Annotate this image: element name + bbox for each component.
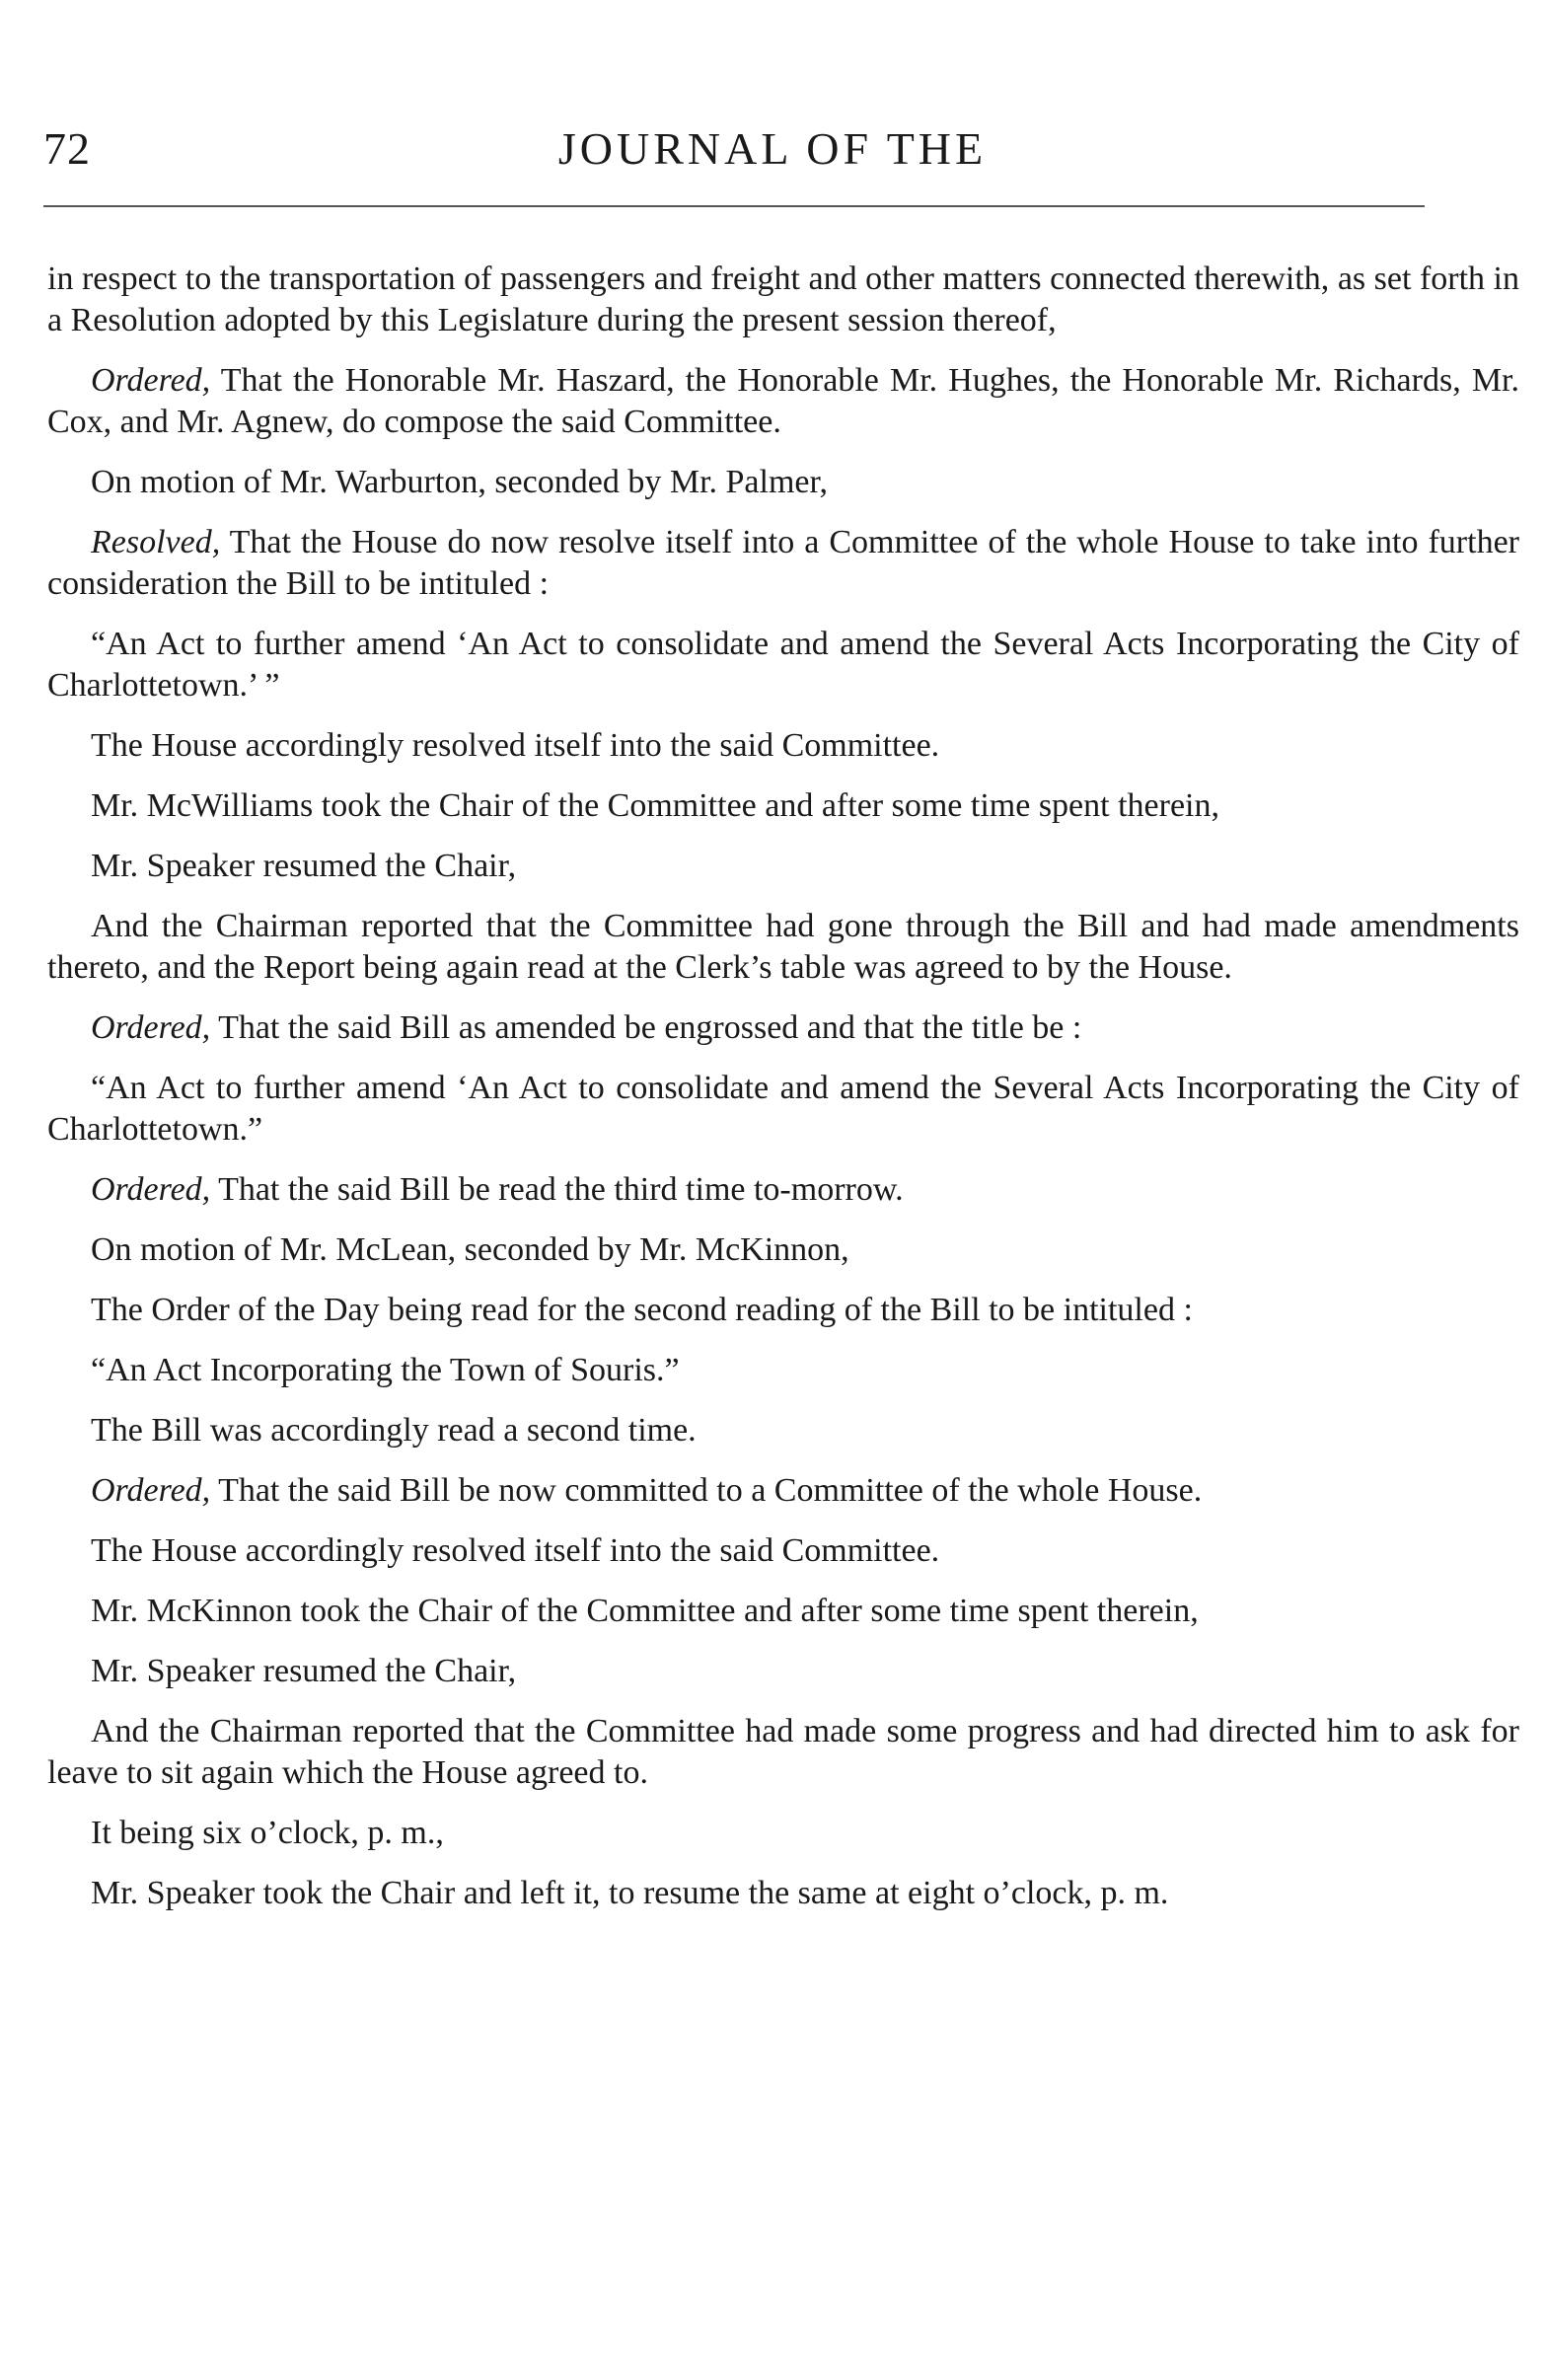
paragraph-lead: Ordered, — [91, 1472, 211, 1509]
paragraph-lead: Ordered, — [91, 362, 211, 399]
paragraph-text: That the said Bill be now committed to a Committee of the whole House. — [210, 1472, 1203, 1509]
paragraph-text: Mr. McWilliams took the Chair of the Committee and after some time spent therein, — [91, 787, 1219, 824]
paragraph — [47, 522, 1519, 605]
paragraph-text: That the Honorable Mr. Haszard, the Honorable Mr. Hughes, the Honorable Mr. Richards, Mr. Cox, and Mr. Agnew, do compose the said Committee. — [47, 362, 1519, 440]
page-header — [0, 122, 1545, 182]
paragraph-text: The House accordingly resolved itself into the said Committee. — [91, 1532, 940, 1569]
paragraph-text: “An Act to further amend ‘An Act to consolidate and amend the Several Acts Incorporating the City of Charlottetown.’ ” — [47, 626, 1519, 704]
paragraph-text: The Bill was accordingly read a second time. — [91, 1412, 697, 1449]
paragraph — [47, 1530, 1519, 1572]
paragraph — [47, 624, 1519, 707]
journal-body — [47, 259, 1519, 1933]
paragraph — [47, 1813, 1519, 1854]
paragraph-text: in respect to the transportation of passengers and freight and other matters connected therewith, as set forth in a Resolution adopted by this Legislature during the present session thereof, — [47, 260, 1519, 338]
paragraph — [47, 1410, 1519, 1451]
paragraph — [47, 1290, 1519, 1331]
paragraph — [47, 1169, 1519, 1211]
header-rule — [43, 205, 1425, 207]
paragraph — [47, 259, 1519, 341]
paragraph-text: The House accordingly resolved itself into the said Committee. — [91, 727, 940, 764]
paragraph-text: Mr. Speaker resumed the Chair, — [91, 1653, 517, 1689]
paragraph — [47, 462, 1519, 503]
paragraph-text: Mr. Speaker resumed the Chair, — [91, 848, 517, 884]
paragraph — [47, 785, 1519, 827]
paragraph-text: Mr. Speaker took the Chair and left it, to resume the same at eight o’clock, p. m. — [91, 1875, 1169, 1911]
paragraph-text: That the said Bill as amended be engrossed and that the title be : — [210, 1009, 1082, 1046]
paragraph — [47, 1068, 1519, 1151]
paragraph-text: And the Chairman reported that the Committee had gone through the Bill and had made amendments thereto, and the Report being again read at the Clerk’s table was agreed to by the House. — [47, 908, 1519, 986]
running-head: JOURNAL OF THE — [557, 123, 988, 174]
paragraph-text: Mr. McKinnon took the Chair of the Committee and after some time spent therein, — [91, 1593, 1199, 1629]
paragraph-text: That the House do now resolve itself into a Committee of the whole House to take into further consideration the Bill to be intituled : — [47, 524, 1519, 602]
paragraph-text: And the Chairman reported that the Committee had made some progress and had directed him to ask for leave to sit again which the House agreed to. — [47, 1713, 1519, 1791]
paragraph-text: The Order of the Day being read for the second reading of the Bill to be intituled : — [91, 1292, 1193, 1328]
paragraph-lead: Resolved, — [91, 524, 221, 560]
paragraph — [47, 1350, 1519, 1391]
paragraph — [47, 1873, 1519, 1914]
page-number: 72 — [43, 123, 91, 174]
paragraph-text: “An Act to further amend ‘An Act to consolidate and amend the Several Acts Incorporating the City of Charlottetown.” — [47, 1070, 1519, 1148]
paragraph — [47, 1591, 1519, 1632]
paragraph — [47, 1470, 1519, 1512]
paragraph-text: On motion of Mr. Warburton, seconded by Mr. Palmer, — [91, 464, 828, 500]
paragraph — [47, 1711, 1519, 1794]
paragraph — [47, 360, 1519, 443]
paragraph-text: “An Act Incorporating the Town of Souris.” — [91, 1352, 680, 1388]
paragraph — [47, 725, 1519, 767]
paragraph-text: On motion of Mr. McLean, seconded by Mr. McKinnon, — [91, 1231, 849, 1268]
paragraph-text: It being six o’clock, p. m., — [91, 1815, 444, 1851]
paragraph — [47, 1007, 1519, 1049]
paragraph-lead: Ordered, — [91, 1171, 211, 1208]
paragraph-text: That the said Bill be read the third time to-morrow. — [210, 1171, 904, 1208]
paragraph — [47, 1229, 1519, 1271]
paragraph-lead: Ordered, — [91, 1009, 211, 1046]
paragraph — [47, 1651, 1519, 1692]
paragraph — [47, 906, 1519, 989]
paragraph — [47, 846, 1519, 887]
